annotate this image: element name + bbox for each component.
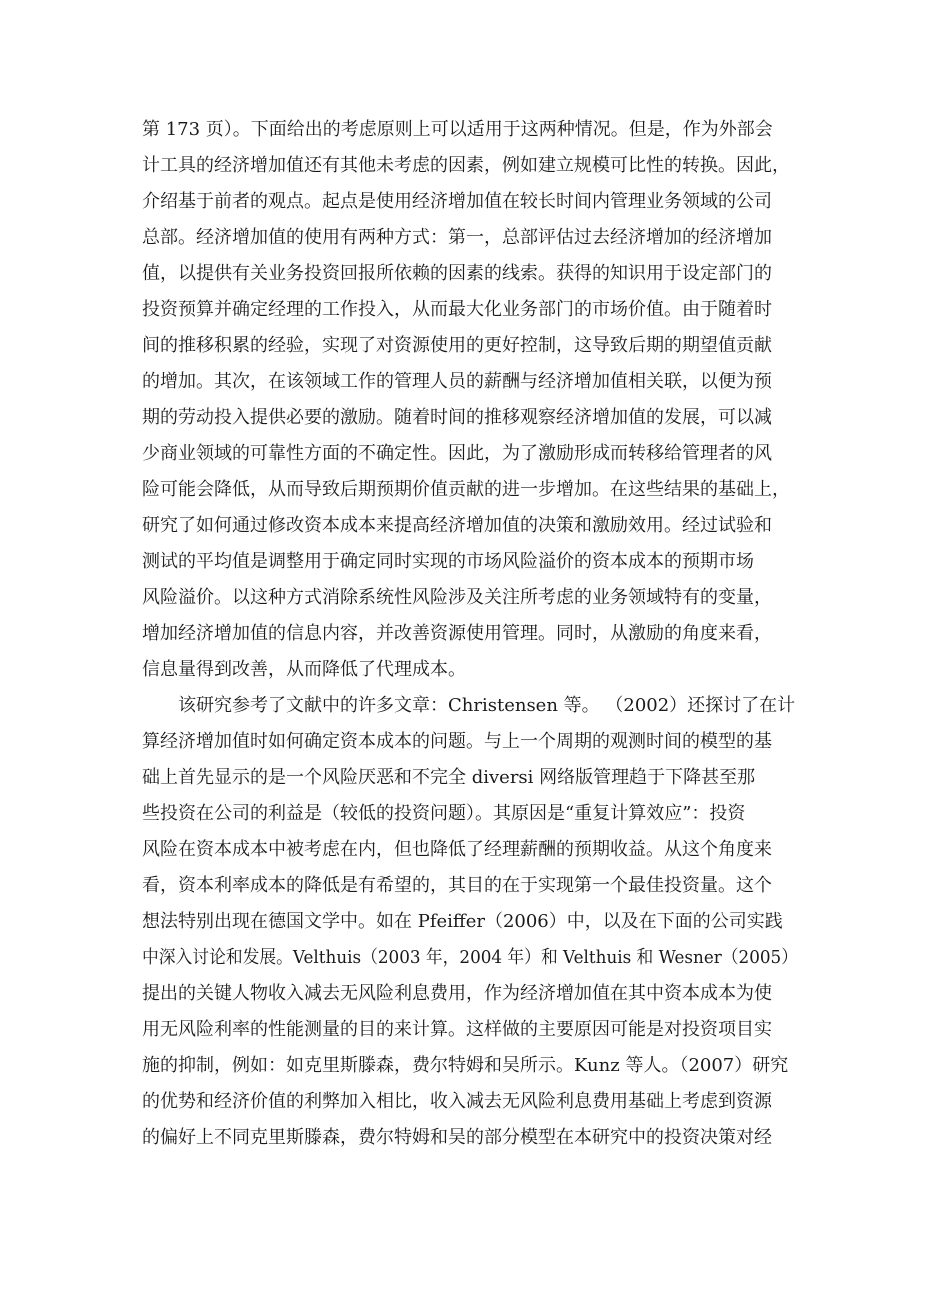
paragraph-1 [142, 112, 798, 688]
text-line: 计工具的经济增加值还有其他未考虑的因素，例如建立规模可比性的转换。因此， [142, 155, 790, 176]
text-line: 施的抑制，例如：如克里斯滕森，费尔特姆和吴所示。Kunz 等人。（2007）研究 [142, 1055, 789, 1076]
paragraph-2 [142, 688, 798, 1156]
text-line: 算经济增加值时如何确定资本成本的问题。与上一个周期的观测时间的模型的基 [142, 731, 772, 752]
text-line: 风险在资本成本中被考虑在内，但也降低了经理薪酬的预期收益。从这个角度来 [142, 839, 772, 860]
text-line: 测试的平均值是调整用于确定同时实现的市场风险溢价的资本成本的预期市场 [142, 551, 754, 572]
text-line: 该研究参考了文献中的许多文章：Christensen 等。 （2002）还探讨了在计 [178, 695, 796, 716]
text-line: 础上首先显示的是一个风险厌恶和不完全 diversi 网络版管理趋于下降甚至那 [142, 767, 756, 788]
text-line: 提出的关键人物收入减去无风险利息费用，作为经济增加值在其中资本成本为使 [142, 983, 772, 1004]
text-line: 风险溢价。以这种方式消除系统性风险涉及关注所考虑的业务领域特有的变量， [142, 587, 772, 608]
text-line: 些投资在公司的利益是（较低的投资问题）。其原因是“重复计算效应”：投资 [142, 803, 746, 824]
body-text [142, 112, 798, 1156]
text-line: 值，以提供有关业务投资回报所依赖的因素的线索。获得的知识用于设定部门的 [142, 263, 772, 284]
text-line: 增加经济增加值的信息内容，并改善资源使用管理。同时，从激励的角度来看， [142, 623, 772, 644]
text-line: 险可能会降低，从而导致后期预期价值贡献的进一步增加。在这些结果的基础上， [142, 479, 790, 500]
text-line: 总部。经济增加值的使用有两种方式：第一，总部评估过去经济增加的经济增加 [142, 227, 772, 248]
text-line: 介绍基于前者的观点。起点是使用经济增加值在较长时间内管理业务领域的公司 [142, 191, 772, 212]
text-line: 的优势和经济价值的利弊加入相比，收入减去无风险利息费用基础上考虑到资源 [142, 1091, 772, 1112]
text-line: 用无风险利率的性能测量的目的来计算。这样做的主要原因可能是对投资项目实 [142, 1019, 772, 1040]
text-line: 第 173 页）。下面给出的考虑原则上可以适用于这两种情况。但是，作为外部会 [142, 119, 773, 140]
text-line: 间的推移积累的经验，实现了对资源使用的更好控制，这导致后期的期望值贡献 [142, 335, 772, 356]
text-line: 研究了如何通过修改资本成本来提高经济增加值的决策和激励效用。经过试验和 [142, 515, 772, 536]
text-line: 少商业领域的可靠性方面的不确定性。因此，为了激励形成而转移给管理者的风 [142, 443, 772, 464]
text-line: 的偏好上不同克里斯滕森，费尔特姆和吴的部分模型在本研究中的投资决策对经 [142, 1127, 772, 1148]
text-line: 看，资本利率成本的降低是有希望的，其目的在于实现第一个最佳投资量。这个 [142, 875, 772, 896]
text-line: 的增加。其次，在该领域工作的管理人员的薪酬与经济增加值相关联，以便为预 [142, 371, 772, 392]
text-line: 中深入讨论和发展。Velthuis（2003 年，2004 年）和 Velthuis 和 Wesner（2005） [142, 947, 798, 968]
text-line: 投资预算并确定经理的工作投入，从而最大化业务部门的市场价值。由于随着时 [142, 299, 772, 320]
text-line: 想法特别出现在德国文学中。如在 Pfeiffer（2006）中，以及在下面的公司实践 [142, 911, 783, 932]
text-line: 信息量得到改善，从而降低了代理成本。 [142, 659, 466, 680]
text-line: 期的劳动投入提供必要的激励。随着时间的推移观察经济增加值的发展，可以减 [142, 407, 772, 428]
